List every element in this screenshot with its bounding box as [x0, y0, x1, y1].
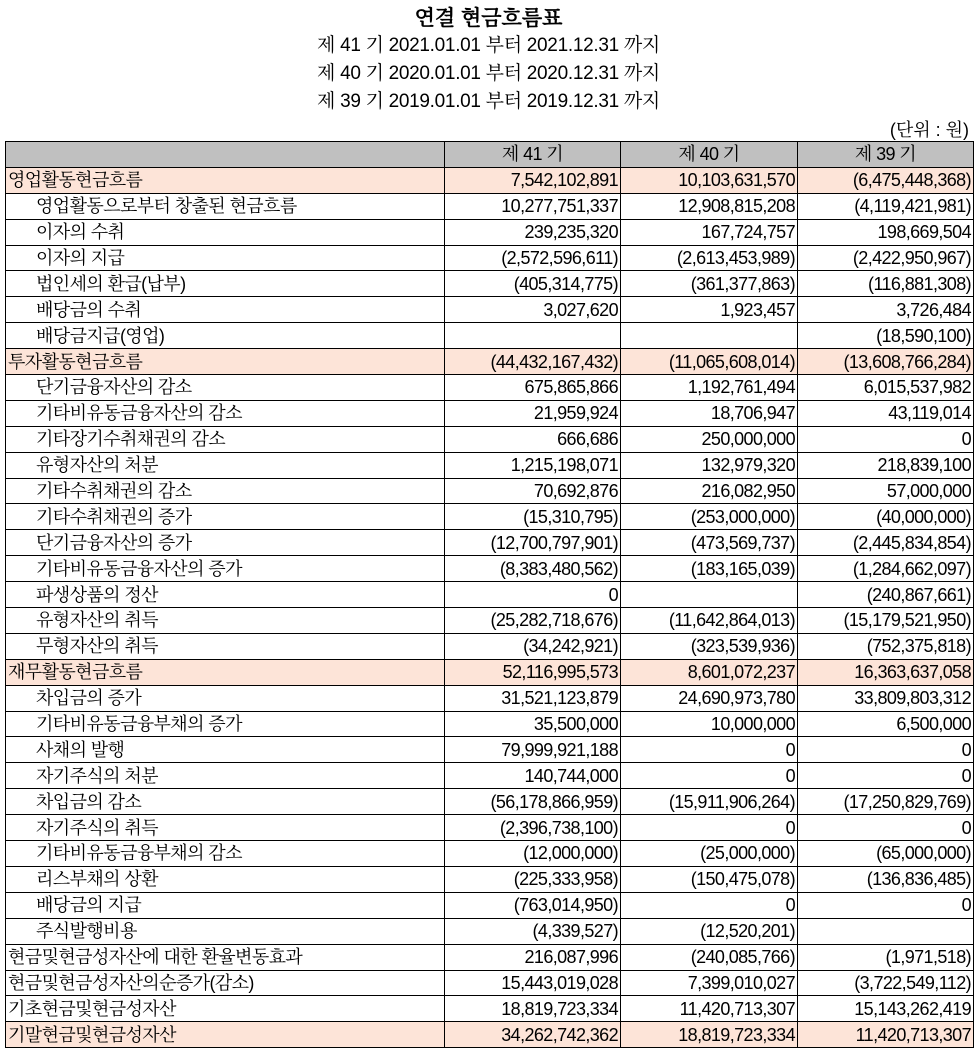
- table-row: [6, 297, 974, 323]
- value-period-41: (405,314,775): [445, 271, 621, 297]
- row-label: 기타비유동금융자산의 감소: [6, 400, 445, 426]
- value-period-40: 216,082,950: [621, 478, 798, 504]
- section-row: [6, 659, 974, 685]
- table-row: [6, 737, 974, 763]
- period-39: 제 39 기 2019.01.01 부터 2019.12.31 까지: [317, 91, 660, 112]
- value-period-40: 0: [621, 892, 798, 918]
- period-40: 제 40 기 2020.01.01 부터 2020.12.31 까지: [317, 63, 660, 84]
- cash-flow-table: [5, 141, 974, 1048]
- value-period-41: 34,262,742,362: [445, 1022, 621, 1048]
- value-period-40: 10,000,000: [621, 711, 798, 737]
- value-period-39: 6,015,537,982: [798, 375, 974, 401]
- value-period-41: (44,432,167,432): [445, 349, 621, 375]
- value-period-40: 1,923,457: [621, 297, 798, 323]
- table-row: [6, 193, 974, 219]
- row-label: 파생상품의 정산: [6, 582, 445, 608]
- value-period-40: 8,601,072,237: [621, 659, 798, 685]
- value-period-40: 132,979,320: [621, 452, 798, 478]
- row-label: 법인세의 환급(납부): [6, 271, 445, 297]
- value-period-40: 12,908,815,208: [621, 193, 798, 219]
- value-period-39: 33,809,803,312: [798, 685, 974, 711]
- table-row: [6, 219, 974, 245]
- header-period-40: 제 40 기: [621, 142, 798, 168]
- row-label: 기초현금및현금성자산: [6, 996, 445, 1022]
- value-period-39: (116,881,308): [798, 271, 974, 297]
- value-period-40: 1,192,761,494: [621, 375, 798, 401]
- value-period-41: 18,819,723,334: [445, 996, 621, 1022]
- table-row: [6, 633, 974, 659]
- value-period-39: (752,375,818): [798, 633, 974, 659]
- table-row: [6, 866, 974, 892]
- header-row: [6, 142, 974, 168]
- row-label: 기타비유동금융부채의 증가: [6, 711, 445, 737]
- row-label: 기타수취채권의 감소: [6, 478, 445, 504]
- value-period-39: (3,722,549,112): [798, 970, 974, 996]
- table-row: [6, 789, 974, 815]
- value-period-39: (17,250,829,769): [798, 789, 974, 815]
- value-period-39: (6,475,448,368): [798, 167, 974, 193]
- value-period-41: (25,282,718,676): [445, 608, 621, 634]
- value-period-40: 24,690,973,780: [621, 685, 798, 711]
- table-row: [6, 556, 974, 582]
- value-period-41: 666,686: [445, 426, 621, 452]
- value-period-39: 0: [798, 892, 974, 918]
- value-period-40: (473,569,737): [621, 530, 798, 556]
- value-period-39: 0: [798, 763, 974, 789]
- value-period-40: 18,819,723,334: [621, 1022, 798, 1048]
- table-row: [6, 504, 974, 530]
- table-row: [6, 400, 974, 426]
- row-label: 사채의 발행: [6, 737, 445, 763]
- table-row: [6, 478, 974, 504]
- row-label: 유형자산의 취득: [6, 608, 445, 634]
- value-period-39: (65,000,000): [798, 841, 974, 867]
- row-label: 무형자산의 취득: [6, 633, 445, 659]
- value-period-39: 218,839,100: [798, 452, 974, 478]
- value-period-40: (11,642,864,013): [621, 608, 798, 634]
- value-period-39: 0: [798, 426, 974, 452]
- row-label: 영업활동으로부터 창출된 현금흐름: [6, 193, 445, 219]
- value-period-40: [621, 323, 798, 349]
- value-period-41: (8,383,480,562): [445, 556, 621, 582]
- header-period-39: 제 39 기: [798, 142, 974, 168]
- value-period-41: 675,865,866: [445, 375, 621, 401]
- value-period-40: 250,000,000: [621, 426, 798, 452]
- value-period-39: 3,726,484: [798, 297, 974, 323]
- row-label: 영업활동현금흐름: [6, 167, 445, 193]
- value-period-40: 0: [621, 737, 798, 763]
- row-label: 유형자산의 처분: [6, 452, 445, 478]
- value-period-41: 21,959,924: [445, 400, 621, 426]
- row-label: 배당금의 지급: [6, 892, 445, 918]
- value-period-39: 198,669,504: [798, 219, 974, 245]
- section-row: [6, 167, 974, 193]
- value-period-41: 0: [445, 582, 621, 608]
- value-period-41: 3,027,620: [445, 297, 621, 323]
- value-period-40: 7,399,010,027: [621, 970, 798, 996]
- row-label: 배당금지급(영업): [6, 323, 445, 349]
- section-row: [6, 1022, 974, 1048]
- value-period-40: 18,706,947: [621, 400, 798, 426]
- row-label: 이자의 수취: [6, 219, 445, 245]
- value-period-39: 0: [798, 815, 974, 841]
- row-label: 단기금융자산의 감소: [6, 375, 445, 401]
- value-period-41: (34,242,921): [445, 633, 621, 659]
- value-period-41: 35,500,000: [445, 711, 621, 737]
- table-row: [6, 711, 974, 737]
- table-row: [6, 970, 974, 996]
- value-period-39: [798, 918, 974, 944]
- value-period-41: (12,700,797,901): [445, 530, 621, 556]
- value-period-40: 0: [621, 815, 798, 841]
- row-label: 현금및현금성자산에 대한 환율변동효과: [6, 944, 445, 970]
- value-period-39: (15,179,521,950): [798, 608, 974, 634]
- table-row: [6, 582, 974, 608]
- table-row: [6, 996, 974, 1022]
- table-row: [6, 841, 974, 867]
- table-row: [6, 323, 974, 349]
- table-row: [6, 918, 974, 944]
- row-label: 기타비유동금융부채의 감소: [6, 841, 445, 867]
- value-period-40: (2,613,453,989): [621, 245, 798, 271]
- value-period-39: 16,363,637,058: [798, 659, 974, 685]
- row-label: 자기주식의 처분: [6, 763, 445, 789]
- value-period-41: (4,339,527): [445, 918, 621, 944]
- value-period-39: 57,000,000: [798, 478, 974, 504]
- header-period-41: 제 41 기: [445, 142, 621, 168]
- value-period-39: (4,119,421,981): [798, 193, 974, 219]
- value-period-39: 15,143,262,419: [798, 996, 974, 1022]
- row-label: 차입금의 감소: [6, 789, 445, 815]
- value-period-41: 15,443,019,028: [445, 970, 621, 996]
- value-period-39: 0: [798, 737, 974, 763]
- table-row: [6, 892, 974, 918]
- row-label: 단기금융자산의 증가: [6, 530, 445, 556]
- table-row: [6, 426, 974, 452]
- value-period-41: 10,277,751,337: [445, 193, 621, 219]
- row-label: 현금및현금성자산의순증가(감소): [6, 970, 445, 996]
- value-period-41: (12,000,000): [445, 841, 621, 867]
- header-label: [6, 142, 445, 168]
- value-period-40: (25,000,000): [621, 841, 798, 867]
- value-period-39: 11,420,713,307: [798, 1022, 974, 1048]
- value-period-39: (136,836,485): [798, 866, 974, 892]
- value-period-40: 10,103,631,570: [621, 167, 798, 193]
- value-period-39: 6,500,000: [798, 711, 974, 737]
- value-period-41: (2,572,596,611): [445, 245, 621, 271]
- table-row: [6, 944, 974, 970]
- value-period-40: (240,085,766): [621, 944, 798, 970]
- value-period-40: (361,377,863): [621, 271, 798, 297]
- table-row: [6, 452, 974, 478]
- row-label: 리스부채의 상환: [6, 866, 445, 892]
- value-period-40: 11,420,713,307: [621, 996, 798, 1022]
- table-row: [6, 271, 974, 297]
- value-period-39: (1,284,662,097): [798, 556, 974, 582]
- value-period-41: 52,116,995,573: [445, 659, 621, 685]
- value-period-40: (183,165,039): [621, 556, 798, 582]
- value-period-41: 239,235,320: [445, 219, 621, 245]
- value-period-40: (323,539,936): [621, 633, 798, 659]
- row-label: 차입금의 증가: [6, 685, 445, 711]
- row-label: 기타수취채권의 증가: [6, 504, 445, 530]
- row-label: 이자의 지급: [6, 245, 445, 271]
- value-period-40: (15,911,906,264): [621, 789, 798, 815]
- table-row: [6, 815, 974, 841]
- value-period-40: (12,520,201): [621, 918, 798, 944]
- value-period-41: (15,310,795): [445, 504, 621, 530]
- value-period-40: (150,475,078): [621, 866, 798, 892]
- value-period-41: (2,396,738,100): [445, 815, 621, 841]
- value-period-39: (18,590,100): [798, 323, 974, 349]
- row-label: 투자활동현금흐름: [6, 349, 445, 375]
- value-period-39: (1,971,518): [798, 944, 974, 970]
- value-period-41: 31,521,123,879: [445, 685, 621, 711]
- value-period-39: (2,445,834,854): [798, 530, 974, 556]
- table-row: [6, 375, 974, 401]
- value-period-39: (240,867,661): [798, 582, 974, 608]
- value-period-40: 167,724,757: [621, 219, 798, 245]
- section-row: [6, 349, 974, 375]
- value-period-40: [621, 582, 798, 608]
- period-41: 제 41 기 2021.01.01 부터 2021.12.31 까지: [317, 35, 660, 56]
- table-row: [6, 245, 974, 271]
- row-label: 기타장기수취채권의 감소: [6, 426, 445, 452]
- unit-label: (단위 : 원): [889, 120, 969, 140]
- table-row: [6, 530, 974, 556]
- value-period-40: (253,000,000): [621, 504, 798, 530]
- value-period-41: 1,215,198,071: [445, 452, 621, 478]
- value-period-39: (2,422,950,967): [798, 245, 974, 271]
- value-period-41: [445, 323, 621, 349]
- value-period-41: 70,692,876: [445, 478, 621, 504]
- value-period-39: (13,608,766,284): [798, 349, 974, 375]
- row-label: 자기주식의 취득: [6, 815, 445, 841]
- value-period-41: (763,014,950): [445, 892, 621, 918]
- value-period-40: (11,065,608,014): [621, 349, 798, 375]
- value-period-41: 140,744,000: [445, 763, 621, 789]
- value-period-39: (40,000,000): [798, 504, 974, 530]
- value-period-41: (56,178,866,959): [445, 789, 621, 815]
- table-row: [6, 608, 974, 634]
- value-period-41: 79,999,921,188: [445, 737, 621, 763]
- row-label: 재무활동현금흐름: [6, 659, 445, 685]
- row-label: 배당금의 수취: [6, 297, 445, 323]
- value-period-39: 43,119,014: [798, 400, 974, 426]
- value-period-41: 7,542,102,891: [445, 167, 621, 193]
- row-label: 기타비유동금융자산의 증가: [6, 556, 445, 582]
- table-row: [6, 763, 974, 789]
- value-period-41: (225,333,958): [445, 866, 621, 892]
- statement-title: 연결 현금흐름표: [414, 7, 563, 30]
- row-label: 주식발행비용: [6, 918, 445, 944]
- value-period-41: 216,087,996: [445, 944, 621, 970]
- table-row: [6, 685, 974, 711]
- value-period-40: 0: [621, 763, 798, 789]
- row-label: 기말현금및현금성자산: [6, 1022, 445, 1048]
